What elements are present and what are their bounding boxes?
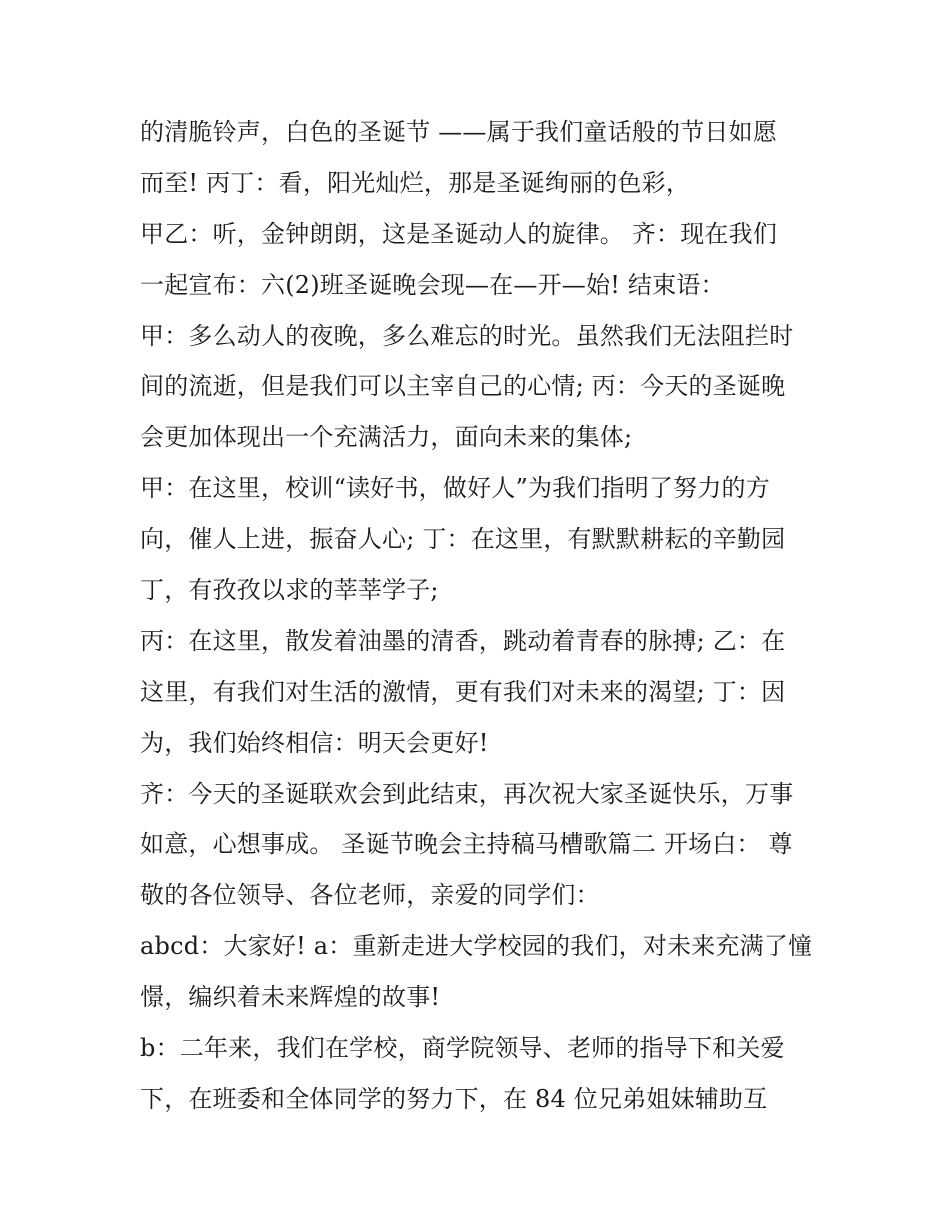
text-line-6: 间的流逝，但是我们可以主宰自己的心情; 丙：今天的圣诞晚 xyxy=(140,372,786,401)
text-line-11: 丙：在这里，散发着油墨的清香，跳动着青春的脉搏; 乙：在 xyxy=(140,626,786,655)
text-line-8: 甲：在这里，校训“读好书，做好人”为我们指明了努力的方 xyxy=(140,474,770,503)
text-line-1: 的清脆铃声，白色的圣诞节 ——属于我们童话般的节日如愿 xyxy=(140,118,778,146)
text-line-9: 向，催人上进，振奋人心; 丁：在这里，有默默耕耘的辛勤园 xyxy=(140,525,786,554)
text-line-15: 如意，心想事成。 圣诞节晚会主持稿马槽歌篇二 开场白： 尊 xyxy=(140,830,793,859)
text-line-5: 甲：多么动人的夜晚，多么难忘的时光。虽然我们无法阻拦时 xyxy=(140,321,794,350)
text-line-3: 甲乙：听，金钟朗朗，这是圣诞动人的旋律。 齐：现在我们 xyxy=(140,219,778,248)
text-line-2: 而至! 丙丁：看，阳光灿烂，那是圣诞绚丽的色彩， xyxy=(140,168,691,197)
text-line-4: 一起宣布：六(2)班圣诞晚会现—在—开—始! 结束语： xyxy=(140,270,725,299)
text-line-18: 憬，编织着未来辉煌的故事! xyxy=(140,983,441,1012)
text-line-17: abcd：大家好! a：重新走进大学校园的我们，对未来充满了憧 xyxy=(140,932,813,961)
text-line-12: 这里，有我们对生活的激情，更有我们对未来的渴望; 丁：因 xyxy=(140,677,786,706)
text-line-16: 敬的各位领导、各位老师，亲爱的同学们： xyxy=(140,881,600,910)
text-line-14: 齐：今天的圣诞联欢会到此结束，再次祝大家圣诞快乐，万事 xyxy=(140,779,794,808)
text-line-7: 会更加体现出一个充满活力，面向未来的集体; xyxy=(140,423,633,452)
text-line-10: 丁，有孜孜以求的莘莘学子; xyxy=(140,576,439,605)
text-line-13: 为，我们始终相信：明天会更好! xyxy=(140,728,489,757)
document-body xyxy=(140,107,820,1125)
text-line-19: b：二年来，我们在学校，商学院领导、老师的指导下和关爱 xyxy=(140,1034,785,1063)
text-line-20: 下，在班委和全体同学的努力下，在 84 位兄弟姐妹辅助互 xyxy=(140,1084,768,1113)
